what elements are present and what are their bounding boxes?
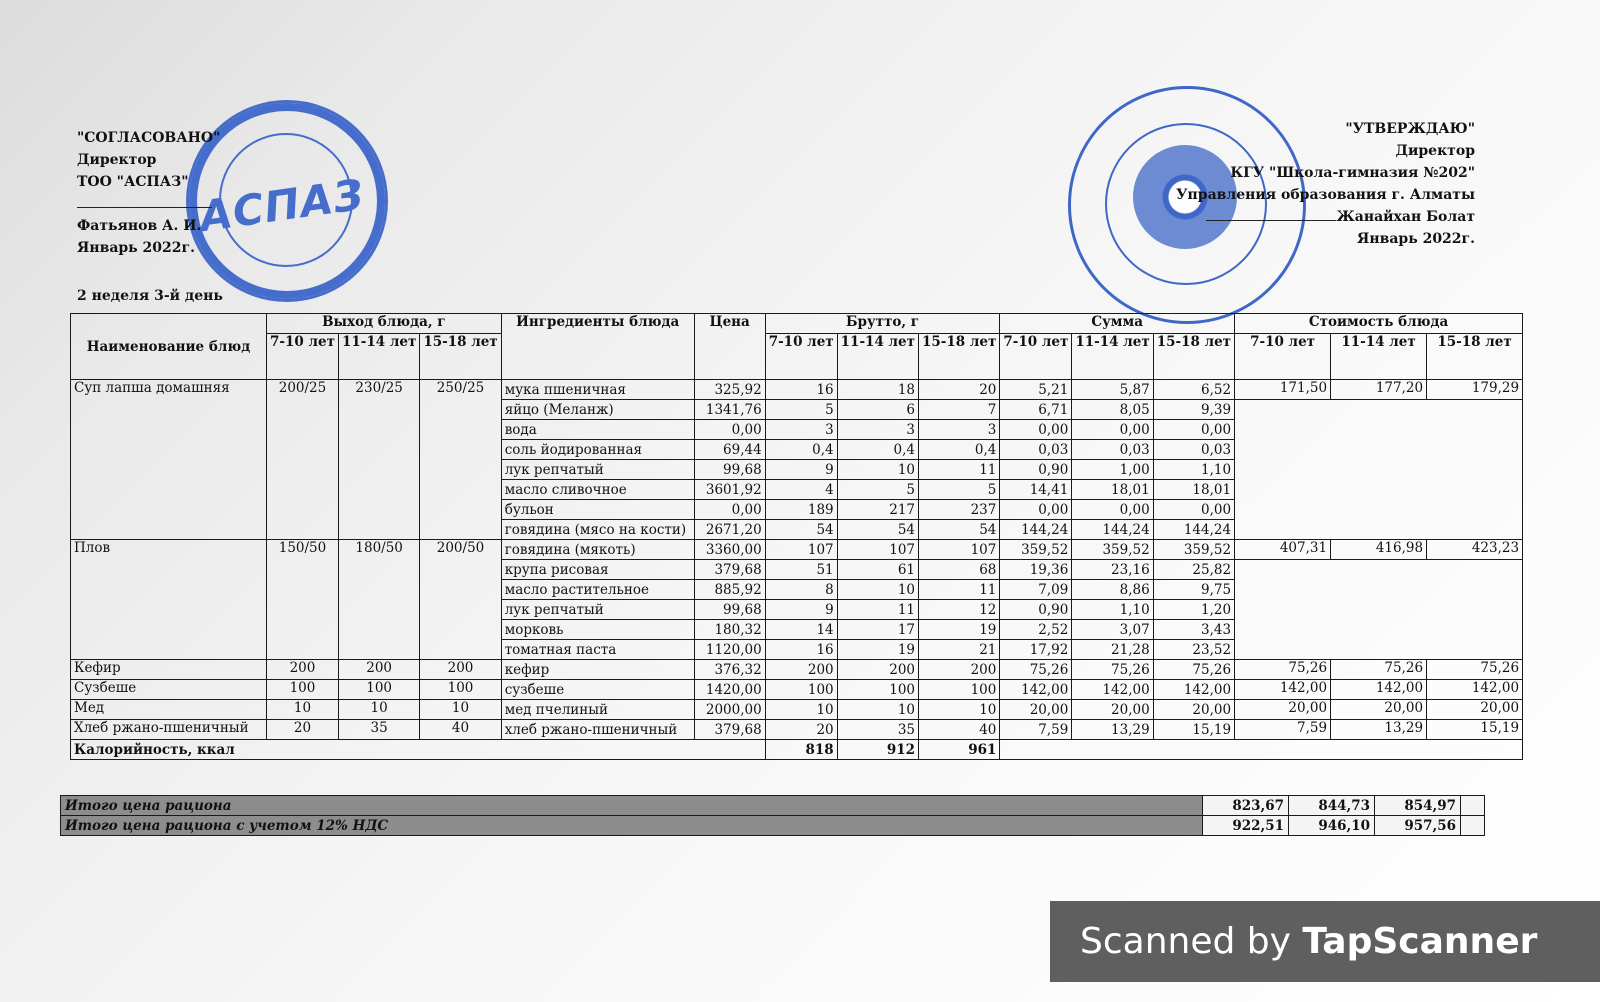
ingredient-price-cell: 379,68 (694, 720, 765, 740)
sum-cell: 0,90 (1000, 600, 1072, 620)
ingredient-name-cell: мед пчелиный (501, 700, 694, 720)
dish-output-cell: 230/25 (338, 380, 419, 540)
approved-dept: Управления образования г. Алматы (1176, 187, 1475, 203)
table-row (71, 700, 1523, 720)
sum-cell: 0,00 (1000, 500, 1072, 520)
brutto-cell: 54 (765, 520, 837, 540)
table-row (71, 660, 1523, 680)
ingredient-name-cell: хлеб ржано-пшеничный (501, 720, 694, 740)
brutto-cell: 200 (919, 660, 1000, 680)
brutto-cell: 35 (837, 720, 918, 740)
dish-name-cell: Мед (71, 700, 267, 720)
sum-cell: 20,00 (1072, 700, 1153, 720)
total-value: 957,56 (1375, 816, 1461, 836)
sum-cell: 0,00 (1153, 500, 1234, 520)
brutto-cell: 10 (765, 700, 837, 720)
brutto-cell: 20 (919, 380, 1000, 400)
header-dish-name: Наименование блюд (71, 314, 267, 380)
ingredient-price-cell: 1341,76 (694, 400, 765, 420)
sum-cell: 17,92 (1000, 640, 1072, 660)
brutto-cell: 0,4 (837, 440, 918, 460)
ingredient-price-cell: 2671,20 (694, 520, 765, 540)
calories-label: Калорийность, ккал (71, 740, 766, 760)
dish-output-cell: 100 (267, 680, 339, 700)
sum-cell: 8,86 (1072, 580, 1153, 600)
empty-cell (1461, 816, 1485, 836)
brutto-cell: 0,4 (919, 440, 1000, 460)
calories-value: 818 (765, 740, 837, 760)
header-price: Цена (694, 314, 765, 380)
totals-table (60, 795, 1485, 836)
brutto-cell: 19 (837, 640, 918, 660)
sum-cell: 0,00 (1072, 500, 1153, 520)
sum-cell: 144,24 (1072, 520, 1153, 540)
sum-cell: 21,28 (1072, 640, 1153, 660)
header-age: 15-18 лет (919, 334, 1000, 380)
ingredient-name-cell: лук репчатый (501, 460, 694, 480)
scanner-watermark (1050, 901, 1600, 982)
dish-cost-cell: 75,26 (1427, 660, 1523, 680)
sum-cell: 18,01 (1072, 480, 1153, 500)
dish-cost-cell: 171,50 (1235, 380, 1331, 400)
ingredient-price-cell: 180,32 (694, 620, 765, 640)
sum-cell: 3,07 (1072, 620, 1153, 640)
sum-cell: 75,26 (1000, 660, 1072, 680)
header-sum: Сумма (1000, 314, 1235, 334)
agreed-name: Фатьянов А. И. (77, 218, 202, 234)
ingredient-name-cell: мука пшеничная (501, 380, 694, 400)
dish-output-cell: 200/25 (267, 380, 339, 540)
ingredient-price-cell: 0,00 (694, 500, 765, 520)
sum-cell: 142,00 (1000, 680, 1072, 700)
table-row (71, 720, 1523, 740)
sum-cell: 20,00 (1153, 700, 1234, 720)
sum-cell: 25,82 (1153, 560, 1234, 580)
dish-cost-cell: 7,59 (1235, 720, 1331, 740)
brutto-cell: 100 (765, 680, 837, 700)
sum-cell: 144,24 (1000, 520, 1072, 540)
brutto-cell: 100 (837, 680, 918, 700)
header-age: 11-14 лет (837, 334, 918, 380)
brutto-cell: 200 (837, 660, 918, 680)
ingredient-name-cell: вода (501, 420, 694, 440)
dish-output-cell: 180/50 (338, 540, 419, 660)
brutto-cell: 18 (837, 380, 918, 400)
brutto-cell: 3 (837, 420, 918, 440)
sum-cell: 9,39 (1153, 400, 1234, 420)
brutto-cell: 21 (919, 640, 1000, 660)
brutto-cell: 10 (919, 700, 1000, 720)
brutto-cell: 9 (765, 600, 837, 620)
ingredient-name-cell: томатная паста (501, 640, 694, 660)
header-age: 15-18 лет (1153, 334, 1234, 380)
ingredient-name-cell: крупа рисовая (501, 560, 694, 580)
ingredient-name-cell: говядина (мякоть) (501, 540, 694, 560)
ingredient-price-cell: 69,44 (694, 440, 765, 460)
brutto-cell: 11 (919, 580, 1000, 600)
ingredient-name-cell: бульон (501, 500, 694, 520)
brutto-cell: 5 (765, 400, 837, 420)
brutto-cell: 14 (765, 620, 837, 640)
total-value: 854,97 (1375, 796, 1461, 816)
table-row (71, 380, 1523, 400)
dish-cost-cell: 75,26 (1235, 660, 1331, 680)
brutto-cell: 200 (765, 660, 837, 680)
sum-cell: 75,26 (1153, 660, 1234, 680)
total-label: Итого цена рациона (61, 796, 1203, 816)
total-value: 844,73 (1289, 796, 1375, 816)
header-age: 11-14 лет (1331, 334, 1427, 380)
total-value: 922,51 (1203, 816, 1289, 836)
header-age: 7-10 лет (1235, 334, 1331, 380)
ingredient-name-cell: соль йодированная (501, 440, 694, 460)
sum-cell: 19,36 (1000, 560, 1072, 580)
dish-output-cell: 10 (338, 700, 419, 720)
brutto-cell: 51 (765, 560, 837, 580)
calories-row (71, 740, 1523, 760)
sum-cell: 23,52 (1153, 640, 1234, 660)
sum-cell: 23,16 (1072, 560, 1153, 580)
dish-output-cell: 200 (267, 660, 339, 680)
calories-value: 912 (837, 740, 918, 760)
brutto-cell: 10 (837, 700, 918, 720)
calories-value: 961 (919, 740, 1000, 760)
dish-cost-cell: 177,20 (1331, 380, 1427, 400)
totals-table-body (61, 796, 1485, 836)
dish-output-cell: 200 (338, 660, 419, 680)
sum-cell: 75,26 (1072, 660, 1153, 680)
sum-cell: 0,03 (1153, 440, 1234, 460)
menu-table (70, 313, 1523, 760)
brutto-cell: 54 (837, 520, 918, 540)
sum-cell: 6,52 (1153, 380, 1234, 400)
dish-name-cell: Кефир (71, 660, 267, 680)
dish-output-cell: 10 (267, 700, 339, 720)
approved-title: "УТВЕРЖДАЮ" (1345, 121, 1475, 137)
brutto-cell: 68 (919, 560, 1000, 580)
empty-cell (1000, 740, 1523, 760)
dish-output-cell: 150/50 (267, 540, 339, 660)
brutto-cell: 217 (837, 500, 918, 520)
sum-cell: 142,00 (1153, 680, 1234, 700)
ingredient-price-cell: 99,68 (694, 460, 765, 480)
header-dish-cost: Стоимость блюда (1235, 314, 1523, 334)
sum-cell: 7,59 (1000, 720, 1072, 740)
total-value: 823,67 (1203, 796, 1289, 816)
ingredient-name-cell: лук репчатый (501, 600, 694, 620)
header-output: Выход блюда, г (267, 314, 502, 334)
sum-cell: 8,05 (1072, 400, 1153, 420)
ingredient-price-cell: 376,32 (694, 660, 765, 680)
brutto-cell: 9 (765, 460, 837, 480)
sum-cell: 359,52 (1153, 540, 1234, 560)
dish-cost-cell: 20,00 (1427, 700, 1523, 720)
header-age: 15-18 лет (420, 334, 501, 380)
dish-output-cell: 35 (338, 720, 419, 740)
brutto-cell: 5 (919, 480, 1000, 500)
header-age: 11-14 лет (338, 334, 419, 380)
ingredient-price-cell: 99,68 (694, 600, 765, 620)
sum-cell: 13,29 (1072, 720, 1153, 740)
dish-output-cell: 100 (420, 680, 501, 700)
sum-cell: 18,01 (1153, 480, 1234, 500)
approved-date: Январь 2022г. (1357, 231, 1475, 247)
sum-cell: 144,24 (1153, 520, 1234, 540)
sum-cell: 1,20 (1153, 600, 1234, 620)
ingredient-name-cell: говядина (мясо на кости) (501, 520, 694, 540)
header-brutto: Брутто, г (765, 314, 1000, 334)
dish-cost-cell: 416,98 (1331, 540, 1427, 560)
ingredient-name-cell: яйцо (Меланж) (501, 400, 694, 420)
ingredient-price-cell: 885,92 (694, 580, 765, 600)
ingredient-price-cell: 3601,92 (694, 480, 765, 500)
brutto-cell: 54 (919, 520, 1000, 540)
sum-cell: 1,10 (1072, 600, 1153, 620)
sum-cell: 5,87 (1072, 380, 1153, 400)
brutto-cell: 3 (919, 420, 1000, 440)
sum-cell: 2,52 (1000, 620, 1072, 640)
ingredient-name-cell: морковь (501, 620, 694, 640)
brutto-cell: 4 (765, 480, 837, 500)
brutto-cell: 40 (919, 720, 1000, 740)
dish-cost-cell: 13,29 (1331, 720, 1427, 740)
watermark-prefix: Scanned by (1080, 921, 1303, 962)
header-age: 7-10 лет (267, 334, 339, 380)
dish-cost-cell: 142,00 (1427, 680, 1523, 700)
week-day-label: 2 неделя 3-й день (77, 288, 223, 304)
empty-cell (1461, 796, 1485, 816)
approved-org: КГУ "Школа-гимназия №202" (1230, 165, 1475, 181)
brutto-cell: 20 (765, 720, 837, 740)
approved-name: Жанайхан Болат (1336, 209, 1475, 225)
brutto-cell: 11 (919, 460, 1000, 480)
dish-name-cell: Хлеб ржано-пшеничный (71, 720, 267, 740)
signature-line (77, 197, 212, 208)
signature-line (1206, 210, 1336, 221)
brutto-cell: 11 (837, 600, 918, 620)
header-age: 7-10 лет (765, 334, 837, 380)
sum-cell: 1,00 (1072, 460, 1153, 480)
sum-cell: 20,00 (1000, 700, 1072, 720)
brutto-cell: 6 (837, 400, 918, 420)
approval-right-block (1176, 118, 1475, 250)
dish-name-cell: Сузбеше (71, 680, 267, 700)
dish-cost-cell: 20,00 (1331, 700, 1427, 720)
ingredient-price-cell: 1120,00 (694, 640, 765, 660)
dish-cost-cell: 142,00 (1235, 680, 1331, 700)
dish-output-cell: 200/50 (420, 540, 501, 660)
dish-cost-cell: 423,23 (1427, 540, 1523, 560)
table-row (71, 680, 1523, 700)
table-row (71, 540, 1523, 560)
brutto-cell: 107 (837, 540, 918, 560)
dish-cost-cell: 15,19 (1427, 720, 1523, 740)
ingredient-price-cell: 0,00 (694, 420, 765, 440)
header-age: 7-10 лет (1000, 334, 1072, 380)
sum-cell: 0,90 (1000, 460, 1072, 480)
totals-row (61, 816, 1485, 836)
approved-role: Директор (1395, 143, 1475, 159)
dish-name-cell: Суп лапша домашняя (71, 380, 267, 540)
ingredient-name-cell: сузбеше (501, 680, 694, 700)
dish-output-cell: 100 (338, 680, 419, 700)
sum-cell: 15,19 (1153, 720, 1234, 740)
brutto-cell: 17 (837, 620, 918, 640)
header-ingredients: Ингредиенты блюда (501, 314, 694, 380)
brutto-cell: 10 (837, 580, 918, 600)
dish-cost-cell: 179,29 (1427, 380, 1523, 400)
sum-cell: 5,21 (1000, 380, 1072, 400)
header-age: 11-14 лет (1072, 334, 1153, 380)
agreed-title: "СОГЛАСОВАНО" (77, 130, 221, 146)
brutto-cell: 8 (765, 580, 837, 600)
agreed-org: ТОО "АСПАЗ" (77, 174, 189, 190)
sum-cell: 3,43 (1153, 620, 1234, 640)
brutto-cell: 61 (837, 560, 918, 580)
brutto-cell: 16 (765, 640, 837, 660)
brutto-cell: 16 (765, 380, 837, 400)
sum-cell: 6,71 (1000, 400, 1072, 420)
sum-cell: 142,00 (1072, 680, 1153, 700)
brutto-cell: 19 (919, 620, 1000, 640)
sum-cell: 0,03 (1072, 440, 1153, 460)
ingredient-price-cell: 325,92 (694, 380, 765, 400)
brutto-cell: 237 (919, 500, 1000, 520)
total-value: 946,10 (1289, 816, 1375, 836)
sum-cell: 359,52 (1072, 540, 1153, 560)
agreed-role: Директор (77, 152, 157, 168)
ingredient-price-cell: 379,68 (694, 560, 765, 580)
brutto-cell: 100 (919, 680, 1000, 700)
empty-cost-cell (1235, 560, 1523, 660)
dish-name-cell: Плов (71, 540, 267, 660)
dish-output-cell: 40 (420, 720, 501, 740)
dish-cost-cell: 407,31 (1235, 540, 1331, 560)
empty-cost-cell (1235, 400, 1523, 540)
header-age: 15-18 лет (1427, 334, 1523, 380)
ingredient-name-cell: масло сливочное (501, 480, 694, 500)
dish-output-cell: 10 (420, 700, 501, 720)
sum-cell: 14,41 (1000, 480, 1072, 500)
brutto-cell: 3 (765, 420, 837, 440)
brutto-cell: 7 (919, 400, 1000, 420)
sum-cell: 0,00 (1153, 420, 1234, 440)
ingredient-price-cell: 2000,00 (694, 700, 765, 720)
brutto-cell: 0,4 (765, 440, 837, 460)
brutto-cell: 10 (837, 460, 918, 480)
brutto-cell: 12 (919, 600, 1000, 620)
sum-cell: 359,52 (1000, 540, 1072, 560)
brutto-cell: 189 (765, 500, 837, 520)
dish-cost-cell: 20,00 (1235, 700, 1331, 720)
brutto-cell: 107 (919, 540, 1000, 560)
sum-cell: 1,10 (1153, 460, 1234, 480)
dish-output-cell: 20 (267, 720, 339, 740)
dish-cost-cell: 75,26 (1331, 660, 1427, 680)
sum-cell: 9,75 (1153, 580, 1234, 600)
sum-cell: 7,09 (1000, 580, 1072, 600)
watermark-brand: TapScanner (1302, 921, 1538, 962)
approval-left-block (77, 127, 220, 259)
brutto-cell: 5 (837, 480, 918, 500)
seal-brand-text: АСПАЗ (196, 169, 368, 242)
ingredient-price-cell: 1420,00 (694, 680, 765, 700)
agreed-date: Январь 2022г. (77, 240, 195, 256)
sum-cell: 0,00 (1000, 420, 1072, 440)
brutto-cell: 107 (765, 540, 837, 560)
total-label: Итого цена рациона с учетом 12% НДС (61, 816, 1203, 836)
ingredient-name-cell: масло растительное (501, 580, 694, 600)
sum-cell: 0,00 (1072, 420, 1153, 440)
ingredient-price-cell: 3360,00 (694, 540, 765, 560)
ingredient-name-cell: кефир (501, 660, 694, 680)
dish-output-cell: 250/25 (420, 380, 501, 540)
sum-cell: 0,03 (1000, 440, 1072, 460)
dish-output-cell: 200 (420, 660, 501, 680)
dish-cost-cell: 142,00 (1331, 680, 1427, 700)
menu-table-body (71, 380, 1523, 760)
totals-row (61, 796, 1485, 816)
